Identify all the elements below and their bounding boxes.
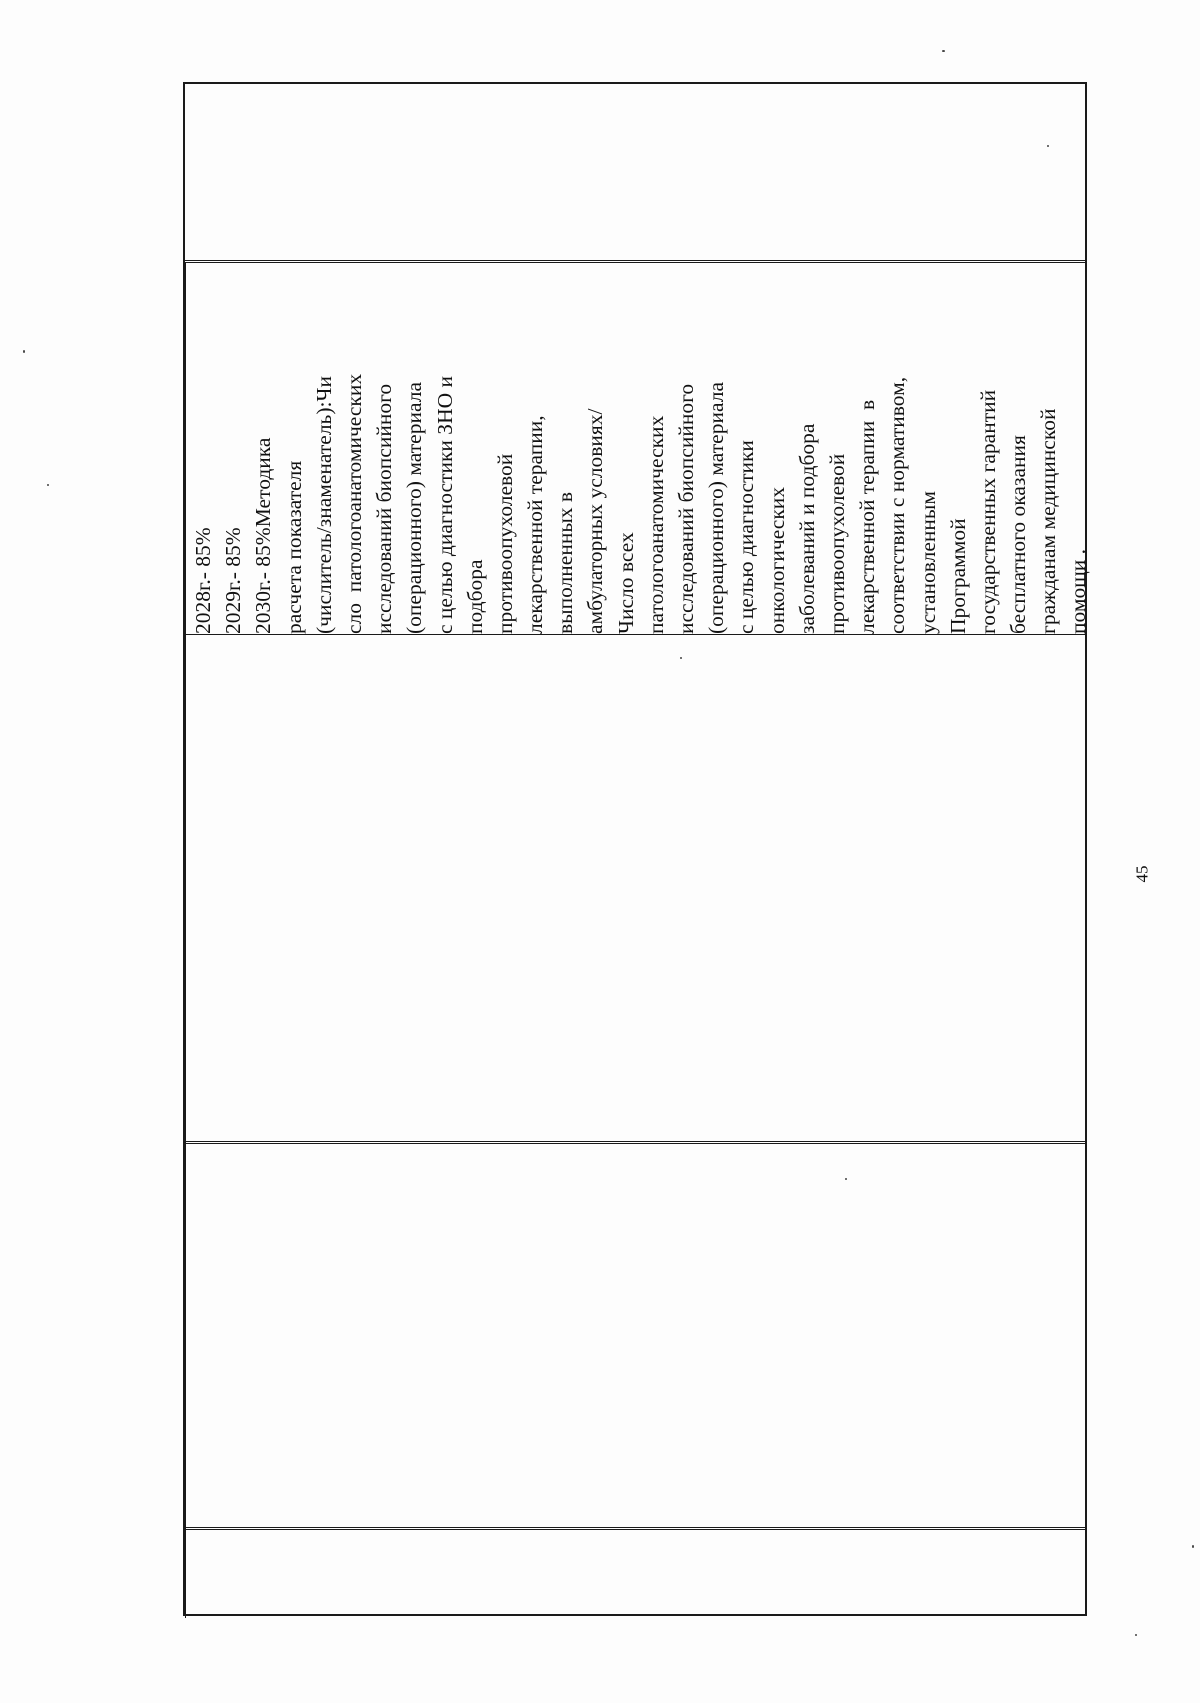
cell-text-line: лекарственной терапии, [523,415,548,634]
cell-text-line: исследований биопсийного [674,383,698,634]
table-row-divider [183,1141,1087,1142]
scan-speck [845,1178,847,1180]
cell-text-line: Программой [945,518,970,634]
cell-text-line: 2029г.- 85% [221,527,246,634]
cell-text-line: противоопухолевой [492,453,517,634]
cell-text-line: подбора [462,559,487,634]
cell-text-line: расчета показателя [281,460,306,634]
cell-text-line: соответствии с нормативом, [885,376,910,634]
table-cell-divider [183,634,1087,635]
cell-text-line: заболеваний и подбора [794,423,819,634]
table-row-divider [183,260,1087,261]
scan-speck [1047,145,1049,147]
cell-text-line: противоопухолевой [824,453,849,634]
scan-speck [1192,1545,1194,1548]
methodology-cell-text [188,274,1091,634]
scan-speck [1135,1634,1137,1636]
table-row-divider [185,262,1085,263]
cell-text-line: с целью диагностики [734,440,759,634]
cell-text-line: с целью диагностики ЗНО и [432,375,457,634]
cell-text-line: 2028г.- 85% [191,527,215,634]
cell-text-line: лекарственной терапии в [855,399,880,634]
table-row-divider [185,1529,1085,1530]
cell-text-line: (операционного) материала [402,382,427,634]
cell-text-line: гражданам медицинской [1036,408,1061,634]
scan-speck [23,350,25,353]
table-row-divider [185,1143,1085,1144]
table-row-divider [183,1527,1087,1528]
cell-text-line: амбулаторных условиях/ [583,408,608,634]
cell-text-line: патологоанатомических [643,415,668,634]
scan-speck [47,484,49,486]
scan-speck [680,657,682,659]
scan-speck [942,50,945,52]
cell-text-line: Число всех [613,532,638,634]
cell-text-line: помощи . [1066,548,1091,634]
cell-text-line: онкологических [764,486,789,634]
cell-text-line: установленным [915,491,940,634]
cell-text-line: исследований биопсийного [372,383,397,634]
cell-text-line: государственных гарантий [975,389,1000,634]
page-number: 45 [1132,865,1152,883]
cell-text-line: сло патологоанатомических [341,373,366,634]
table-column-divider [185,262,186,1618]
cell-text-line: выполненных в [553,491,578,634]
cell-text-line: (числитель/знаменатель):Чи [311,376,336,634]
cell-text-line: бесплатного оказания [1006,435,1031,634]
cell-text-line: 2030г.- 85%Методика [251,437,276,634]
cell-text-line: (операционного) материала [704,382,729,634]
